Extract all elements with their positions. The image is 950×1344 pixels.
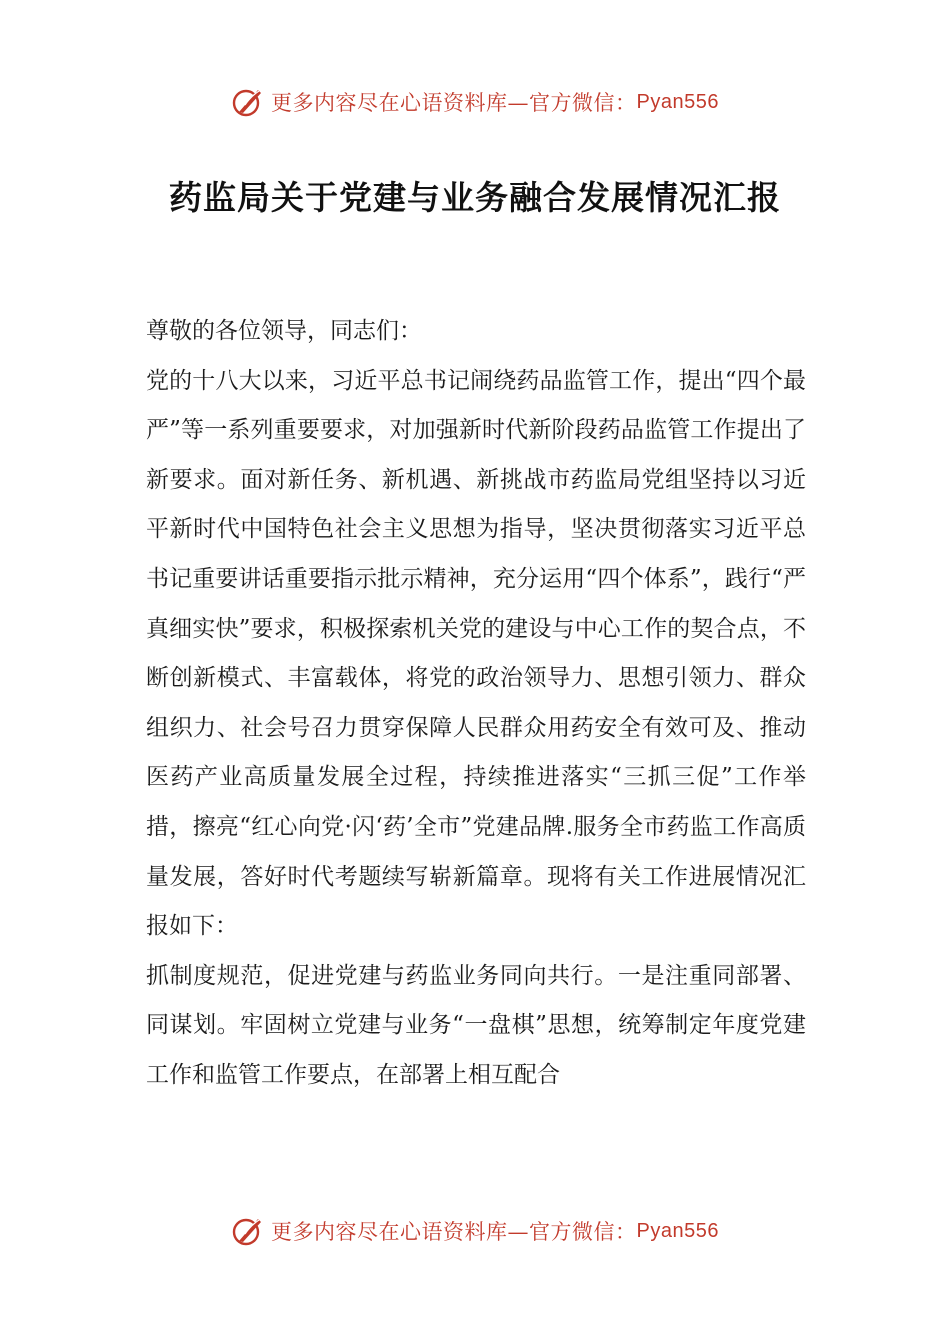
quill-circle-icon	[231, 1214, 265, 1248]
quill-circle-icon	[231, 85, 265, 119]
document-title: 药监局关于党建与业务融合发展情况汇报	[169, 178, 781, 217]
footer-watermark-wechat-id: Pyan556	[636, 1219, 719, 1242]
footer-watermark-banner	[0, 1211, 950, 1251]
body-paragraph: 党的十八大以来，习近平总书记闹绕药品监管工作，提出“四个最严”等一系列重要要求，对加强新时代新阶段药品监管工作提出了新要求。面对新任务、新机遇、新挑战市药监局党组坚持以习近平新时代中国特色社会主义思想为指导，坚决贯彻落实习近平总书记重要讲话重要指示批示精神，充分运用“四个体系”，践行“严真细实快”要求，积极探索机关党的建设与中心工作的契合点，不断创新模式、丰富载体，将党的政治领导力、思想引领力、群众组织力、社会号召力贯穿保障人民群众用药安全有效可及、推动医药产业高质量发展全过程，持续推进落实“三抓三促”工作举措，擦亮“红心向党·闪‘药’全市”党建品牌.服务全市药监工作高质量发展，答好时代考题续写崭新篇章。现将有关工作进展情况汇报如下：	[146, 367, 806, 940]
footer-watermark-text: 更多内容尽在心语资料库—官方微信：	[271, 1220, 637, 1244]
header-watermark-wechat-id: Pyan556	[636, 90, 719, 113]
body-paragraph: 抓制度规范，促进党建与药监业务同向共行。一是注重同部署、同谋划。牢固树立党建与业务“一盘棋”思想，统筹制定年度党建工作和监管工作要点，在部署上相互配合	[146, 962, 806, 1088]
salutation: 尊敬的各位领导，同志们：	[146, 318, 422, 344]
document-body	[146, 307, 806, 1101]
header-watermark-text: 更多内容尽在心语资料库—官方微信：	[271, 91, 637, 115]
header-watermark-banner	[0, 82, 950, 122]
